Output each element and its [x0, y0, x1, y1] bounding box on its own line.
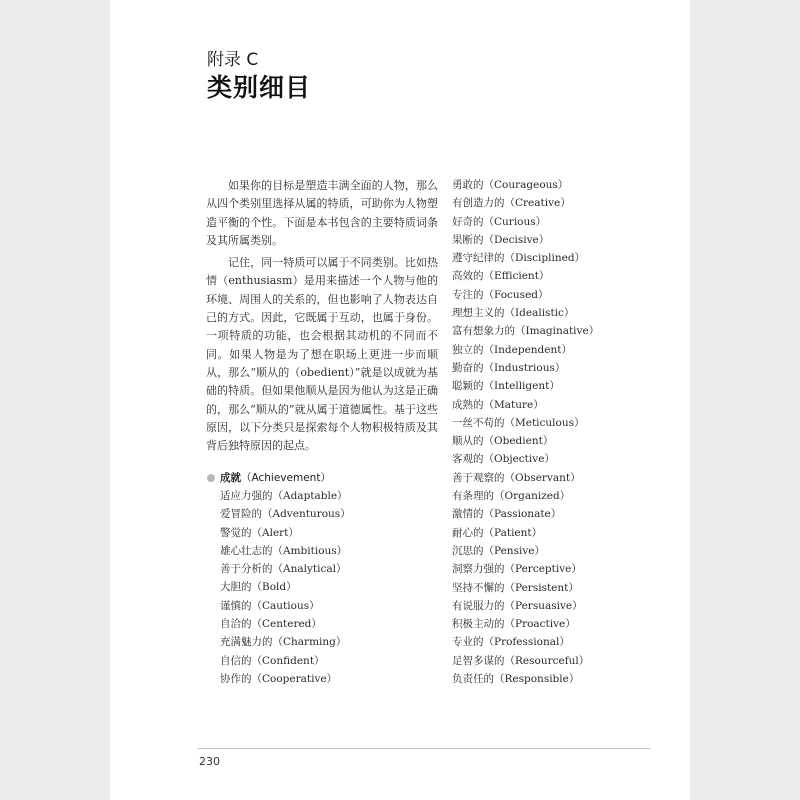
trait-item: 独立的（Independent）: [452, 343, 572, 356]
trait-item: 雄心壮志的（Ambitious）: [220, 544, 348, 557]
trait-item: 积极主动的（Proactive）: [452, 618, 576, 631]
trait-item: 谨慎的（Cautious）: [220, 599, 320, 612]
explanation-paragraph: 记住，同一特质可以属于不同类别。比如热情（enthusiasm）是用来描述一个人物与他的环境、周围人的关系的，但也影响了人物表达自己的方式。因此，它既属于互动，也属于身份。一项特质的功能，也会根据其动机的不同而不同。如果人物是为了想在职场上更进一步而顺从，那么“顺从的（obedient）”就是以成就为基础的特质。但如果他顺从是因为他认为这是正确的，那么“顺从的”就从属于道德属性。基于这些原因，以下分类只是探索每个人物积极特质及其背后独特原因的起点。: [206, 256, 438, 453]
body-text: [206, 177, 438, 455]
section-title-cn: 成就: [220, 472, 241, 484]
trait-item: 善于分析的（Analytical）: [220, 563, 347, 576]
trait-item: 洞察力强的（Perceptive）: [452, 563, 582, 576]
trait-item: 充满魅力的（Charming）: [220, 636, 347, 649]
section-title-en: （Achievement）: [241, 472, 331, 484]
intro-paragraph: 如果你的目标是塑造丰满全面的人物，那么从四个类别里选择从属的特质，可助你为人物塑造平衡的个性。下面是本书包含的主要特质词条及其所属类别。: [206, 179, 438, 247]
trait-item: 勤奋的（Industrious）: [452, 361, 566, 374]
trait-item: 顺从的（Obedient）: [452, 435, 554, 448]
trait-item: 自信的（Confident）: [220, 654, 325, 667]
trait-item: 成熟的（Mature）: [452, 398, 544, 411]
trait-item: 好奇的（Curious）: [452, 215, 547, 228]
trait-item: 有创造力的（Creative）: [452, 197, 571, 210]
trait-item: 善于观察的（Observant）: [452, 471, 581, 484]
trait-item: 沉思的（Pensive）: [452, 544, 545, 557]
trait-item: 爱冒险的（Adventurous）: [220, 508, 351, 521]
trait-item: 一丝不苟的（Meticulous）: [452, 416, 585, 429]
trait-item: 高效的（Efficient）: [452, 270, 550, 283]
trait-list-left: [220, 487, 351, 688]
trait-item: 足智多谋的（Resourceful）: [452, 654, 590, 667]
trait-item: 勇敢的（Courageous）: [452, 179, 569, 191]
chapter-title: 类别细目: [207, 73, 312, 102]
trait-item: 有说服力的（Persuasive）: [452, 599, 583, 612]
trait-item: 富有想象力的（Imaginative）: [452, 325, 600, 338]
bullet-icon: [207, 474, 215, 482]
section-heading: [207, 470, 331, 485]
footer-divider: [198, 748, 650, 749]
trait-item: 耐心的（Patient）: [452, 526, 543, 539]
trait-item: 坚持不懈的（Persistent）: [452, 581, 579, 594]
trait-item: 激情的（Passionate）: [452, 508, 562, 521]
trait-item: 理想主义的（Idealistic）: [452, 307, 575, 320]
trait-item: 协作的（Cooperative）: [220, 672, 338, 685]
book-page: [110, 0, 690, 800]
trait-item: 大胆的（Bold）: [220, 581, 297, 594]
trait-item: 自洽的（Centered）: [220, 618, 322, 631]
trait-item: 果断的（Decisive）: [452, 233, 550, 246]
trait-item: 客观的（Objective）: [452, 453, 555, 466]
trait-item: 聪颖的（Intelligent）: [452, 380, 560, 393]
trait-item: 负责任的（Responsible）: [452, 673, 580, 686]
trait-item: 专业的（Professional）: [452, 636, 570, 649]
trait-list-right: [452, 176, 599, 688]
chapter-label: 附录 C: [207, 50, 259, 70]
trait-item: 警觉的（Alert）: [220, 526, 299, 539]
trait-item: 有条理的（Organized）: [452, 490, 571, 503]
page-number: 230: [199, 755, 220, 768]
trait-item: 适应力强的（Adaptable）: [220, 490, 348, 502]
trait-item: 遵守纪律的（Disciplined）: [452, 252, 586, 265]
trait-item: 专注的（Focused）: [452, 288, 549, 301]
